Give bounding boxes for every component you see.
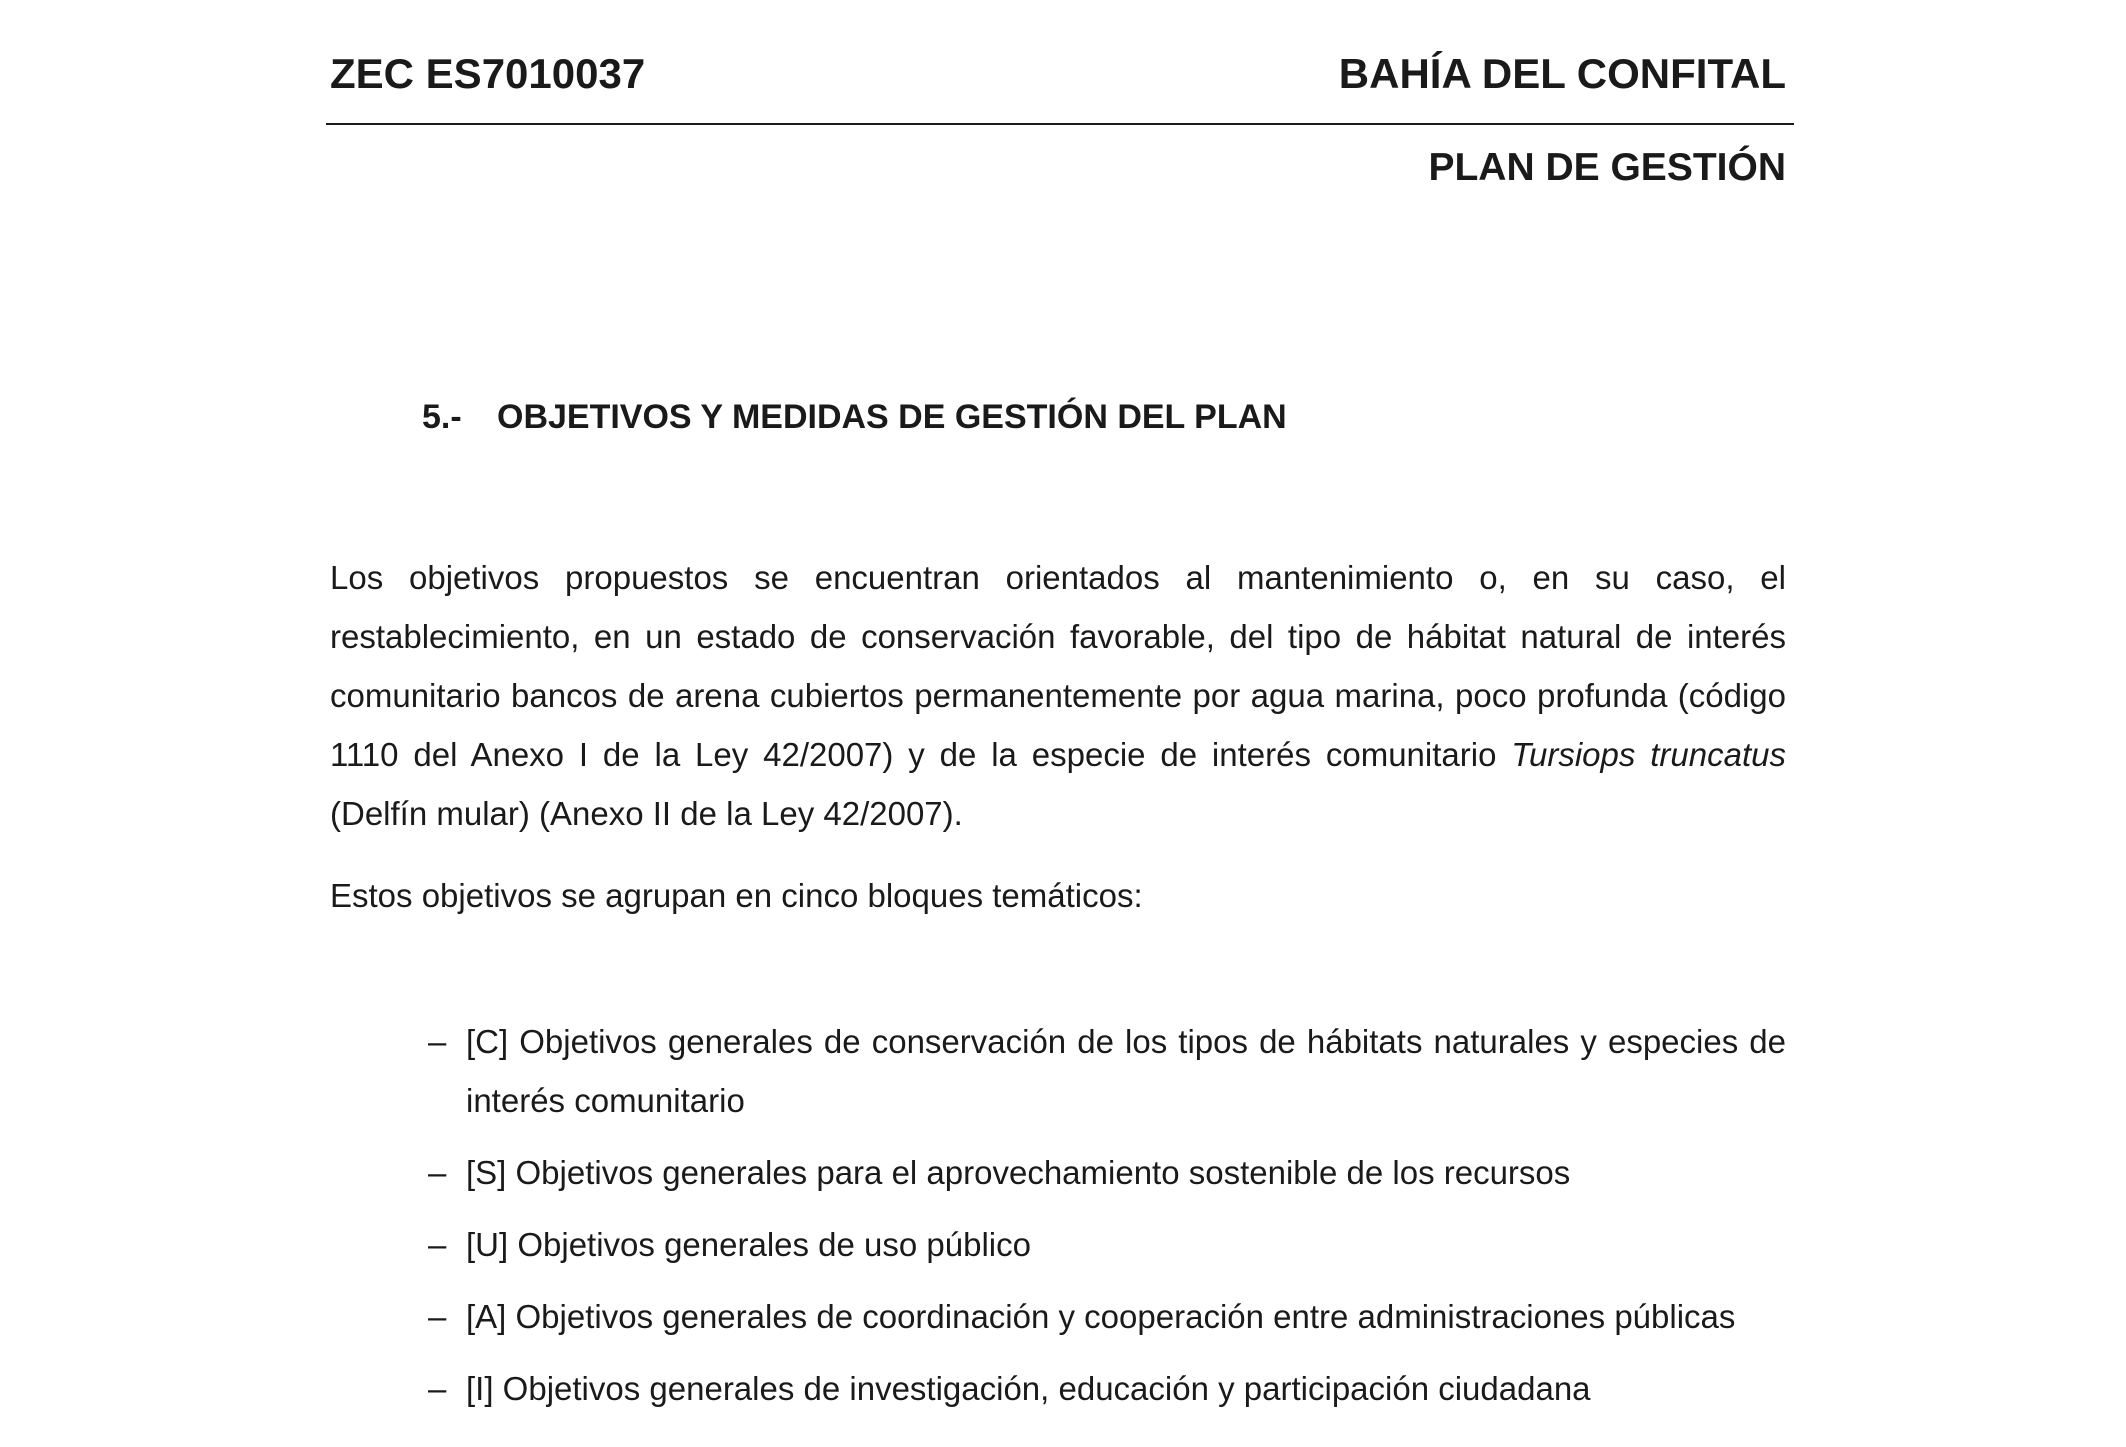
- thematic-blocks-list: [422, 1012, 1786, 1431]
- list-item-text: [C] Objetivos generales de conservación de los tipos de hábitats naturales y especies de interés comunitario: [466, 1023, 1786, 1119]
- body-paragraph-objectives: [330, 548, 1786, 843]
- header-site-name: BAHÍA DEL CONFITAL: [1338, 50, 1786, 97]
- list-item: [422, 1359, 1786, 1418]
- section-heading: [422, 392, 1287, 442]
- header-document-type: PLAN DE GESTIÓN: [1428, 146, 1786, 189]
- dash-bullet: –: [428, 1154, 447, 1191]
- paragraph-text: (Delfín mular) (Anexo II de la Ley 42/2007).: [330, 795, 963, 832]
- header-site-code: ZEC ES7010037: [330, 50, 646, 97]
- dash-bullet: –: [428, 1226, 447, 1263]
- list-item-text: [S] Objetivos generales para el aprovechamiento sostenible de los recursos: [466, 1154, 1571, 1191]
- list-item: [422, 1143, 1786, 1202]
- list-item-text: [U] Objetivos generales de uso público: [466, 1226, 1031, 1263]
- section-number: 5.-: [422, 398, 462, 436]
- list-item-text: [A] Objetivos generales de coordinación y cooperación entre administraciones públicas: [466, 1298, 1736, 1335]
- header-divider: [326, 123, 1794, 125]
- list-item-text: [I] Objetivos generales de investigación, educación y participación ciudadana: [466, 1370, 1591, 1407]
- dash-bullet: –: [428, 1023, 447, 1060]
- list-item: [422, 1215, 1786, 1274]
- page-header: [330, 44, 1786, 104]
- species-name: Tursiops truncatus: [1511, 736, 1786, 773]
- section-title-text: OBJETIVOS Y MEDIDAS DE GESTIÓN DEL PLAN: [497, 398, 1287, 436]
- list-item: [422, 1012, 1786, 1130]
- dash-bullet: –: [428, 1298, 447, 1335]
- dash-bullet: –: [428, 1370, 447, 1407]
- body-paragraph-blocks-intro: Estos objetivos se agrupan en cinco bloques temáticos:: [330, 877, 1143, 914]
- paragraph-text: Los objetivos propuestos se encuentran orientados al mantenimiento o, en su caso, el restablecimiento, en un estado de conservación favorable, del tipo de hábitat natural de interés comunitario bancos de arena cubiertos permanentemente por agua marina, poco profunda (código 1110 del Anexo I de la Ley 42/2007) y de la especie de interés comunitario: [330, 559, 1786, 773]
- list-item: [422, 1287, 1786, 1346]
